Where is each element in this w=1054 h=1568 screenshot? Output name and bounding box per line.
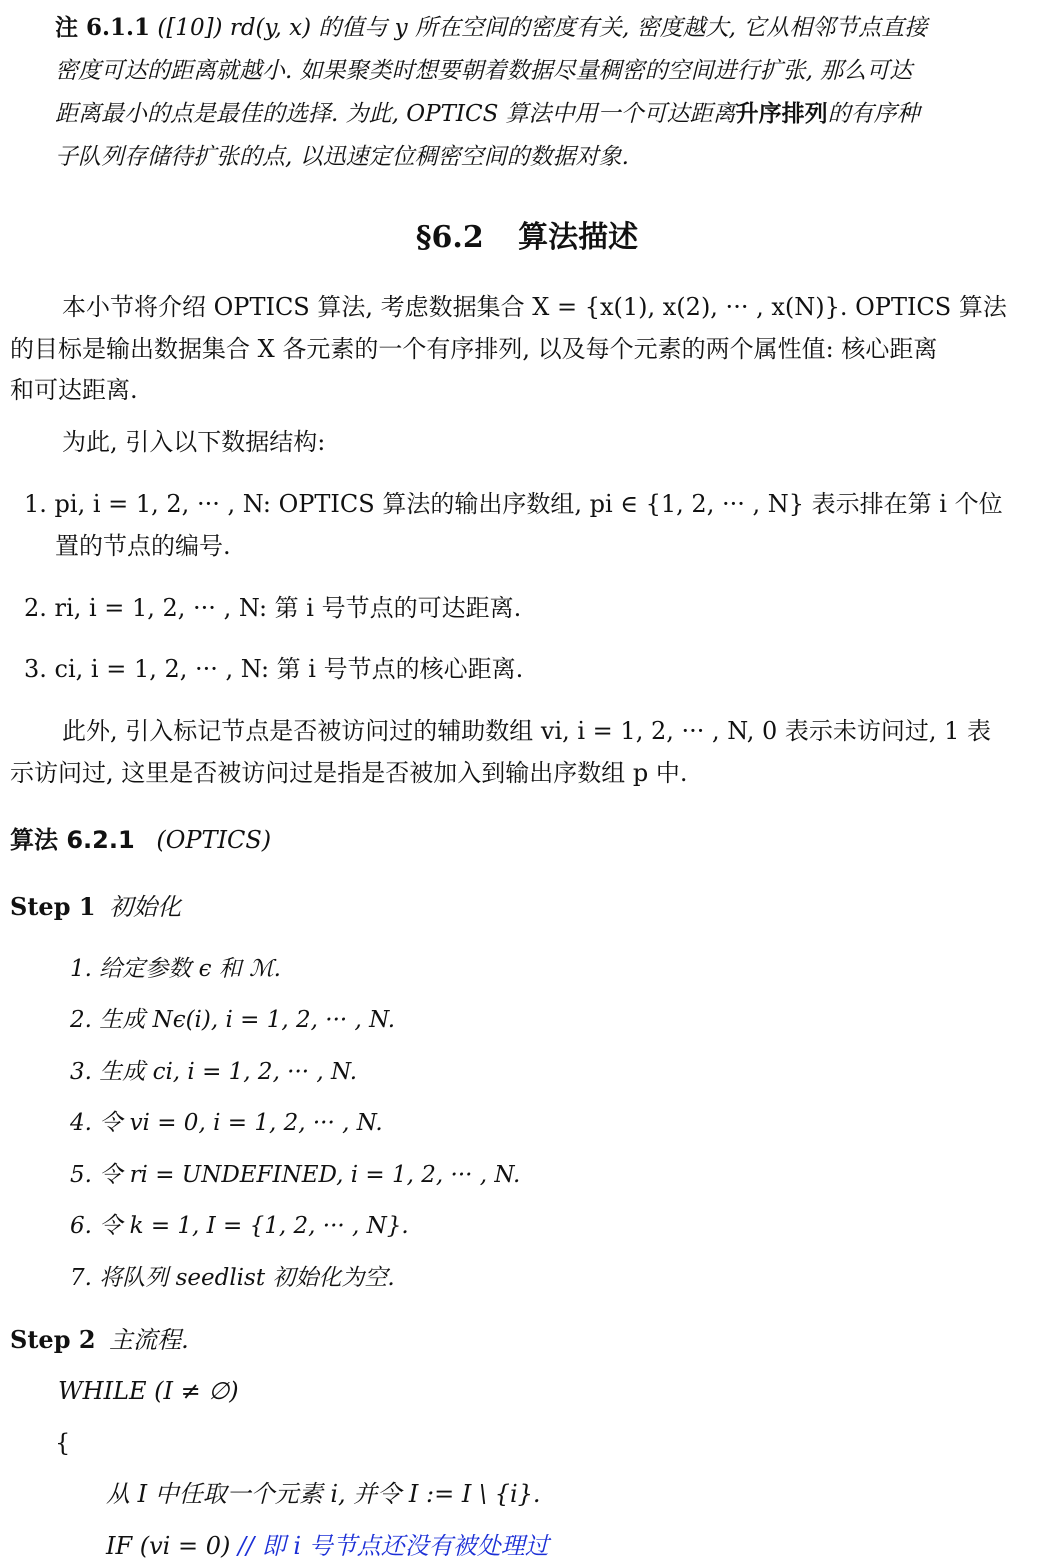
step1-item: 6. 令 k = 1, I = {1, 2, ··· , N}. — [70, 1213, 409, 1239]
step1-item: 1. 给定参数 ϵ 和 ℳ. — [70, 956, 281, 982]
code-comment: // 即 i 号节点还没有被处理过 — [238, 1532, 549, 1560]
step1-title: 初始化 — [109, 893, 182, 921]
list-item-continuation: 置的节点的编号. — [55, 532, 231, 560]
intro-line-2: 的目标是输出数据集合 X 各元素的一个有序排列, 以及每个元素的两个属性值: 核心距离 — [10, 335, 938, 363]
list-text: ri, i = 1, 2, ··· , N: 第 i 号节点的可达距离. — [54, 594, 522, 622]
note-line-4: 子队列存储待扩张的点, 以迅速定位稠密空间的数据对象. — [55, 144, 629, 170]
list-item — [24, 482, 1003, 526]
step1-item: 4. 令 vi = 0, i = 1, 2, ··· , N. — [70, 1110, 383, 1136]
step1-label: Step 1 — [10, 892, 96, 921]
section-number: §6.2 — [415, 220, 484, 255]
note-text-3: 距离最小的点是最佳的选择. 为此, OPTICS 算法中用一个可达距离 — [55, 101, 736, 127]
list-text: ci, i = 1, 2, ··· , N: 第 i 号节点的核心距离. — [54, 655, 524, 683]
step1-item: 2. 生成 Nϵ(i), i = 1, 2, ··· , N. — [70, 1007, 396, 1033]
step2-header — [10, 1318, 189, 1362]
step1-item: 7. 将队列 seedlist 初始化为空. — [70, 1265, 395, 1291]
step2-title: 主流程. — [109, 1326, 189, 1354]
note-line-3 — [55, 93, 1035, 136]
aux-line-2: 示访问过, 这里是否被访问过是指是否被加入到输出序数组 p 中. — [10, 759, 688, 787]
section-heading — [0, 212, 1054, 256]
note-line-2: 密度可达的距离就越小. 如果聚类时想要朝着数据尽量稠密的空间进行扩张, 那么可达 — [55, 58, 913, 84]
intro-line-3: 和可达距离. — [10, 376, 138, 404]
list-number: 1. — [24, 490, 47, 518]
code-line: 从 I 中任取一个元素 i, 并令 I := I \ {i}. — [106, 1480, 541, 1508]
step1-item: 3. 生成 ci, i = 1, 2, ··· , N. — [70, 1059, 358, 1085]
intro-line-1: 本小节将介绍 OPTICS 算法, 考虑数据集合 X = {x(1), x(2), ··· , x(N)}. OPTICS 算法 — [62, 293, 1007, 321]
struct-intro: 为此, 引入以下数据结构: — [62, 428, 326, 456]
note-block — [55, 6, 1035, 179]
note-text-3-tail: 的有序种 — [827, 101, 920, 127]
code-if: IF (vi = 0) — [106, 1532, 231, 1560]
list-text: pi, i = 1, 2, ··· , N: OPTICS 算法的输出序数组, pi ∈ {1, 2, ··· , N} 表示排在第 i 个位 — [54, 490, 1003, 518]
list-number: 3. — [24, 655, 47, 683]
note-ref: ([10]) — [157, 15, 223, 41]
section-title: 算法描述 — [518, 220, 639, 255]
step1-header — [10, 885, 181, 929]
algorithm-header — [10, 818, 271, 862]
list-item — [24, 647, 523, 691]
algorithm-name: (OPTICS) — [156, 826, 272, 854]
list-item — [24, 586, 521, 630]
note-line-1 — [55, 6, 1035, 50]
note-label: 注 6.1.1 — [55, 14, 151, 41]
code-line: WHILE (I ≠ ∅) — [58, 1377, 239, 1405]
algorithm-label: 算法 6.2.1 — [10, 826, 135, 854]
step1-item: 5. 令 ri = UNDEFINED, i = 1, 2, ··· , N. — [70, 1162, 521, 1188]
step2-label: Step 2 — [10, 1325, 96, 1354]
aux-line-1: 此外, 引入标记节点是否被访问过的辅助数组 vi, i = 1, 2, ··· , N, 0 表示未访问过, 1 表 — [62, 717, 992, 745]
code-line — [106, 1524, 549, 1568]
list-number: 2. — [24, 594, 47, 622]
note-emphasis: 升序排列 — [735, 101, 828, 127]
code-line: { — [55, 1429, 71, 1457]
note-text-1: rd(y, x) 的值与 y 所在空间的密度有关, 密度越大, 它从相邻节点直接 — [229, 15, 928, 41]
